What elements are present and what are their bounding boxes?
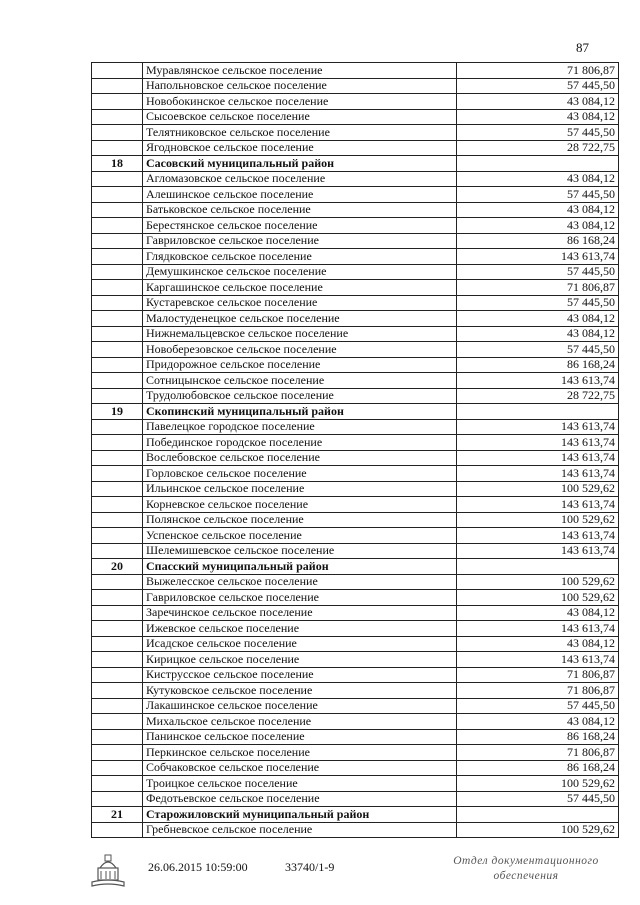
row-number-cell (92, 667, 143, 683)
row-value-cell: 43 084,12 (457, 636, 619, 652)
row-value-cell: 57 445,50 (457, 295, 619, 311)
row-name-cell: Спасский муниципальный район (143, 559, 457, 575)
row-number-cell (92, 590, 143, 606)
row-name-cell: Ижевское сельское поселение (143, 621, 457, 637)
row-number-cell (92, 171, 143, 187)
row-value-cell: 100 529,62 (457, 574, 619, 590)
row-value-cell: 57 445,50 (457, 791, 619, 807)
row-value-cell: 57 445,50 (457, 125, 619, 141)
table-row (92, 140, 619, 156)
table-row (92, 667, 619, 683)
row-number-cell (92, 187, 143, 203)
row-number-cell (92, 497, 143, 513)
row-value-cell: 57 445,50 (457, 698, 619, 714)
row-number-cell (92, 280, 143, 296)
table-row (92, 574, 619, 590)
row-value-cell: 143 613,74 (457, 249, 619, 265)
row-number-cell (92, 295, 143, 311)
table-row (92, 543, 619, 559)
row-number-cell (92, 652, 143, 668)
table-row (92, 171, 619, 187)
row-value-cell: 43 084,12 (457, 326, 619, 342)
row-number-cell (92, 729, 143, 745)
table-row (92, 698, 619, 714)
row-name-cell: Муравлянское сельское поселение (143, 63, 457, 79)
page-number: 87 (576, 40, 589, 55)
row-number-cell (92, 233, 143, 249)
footer-department-line1: Отдел документационного (453, 855, 599, 867)
table-row (92, 218, 619, 234)
row-number-cell (92, 745, 143, 761)
row-number-cell (92, 419, 143, 435)
table-row (92, 683, 619, 699)
row-number-cell (92, 574, 143, 590)
row-name-cell: Напольновское сельское поселение (143, 78, 457, 94)
row-value-cell: 43 084,12 (457, 311, 619, 327)
table-row (92, 435, 619, 451)
table-row (92, 745, 619, 761)
table-row (92, 342, 619, 358)
table-district-row (92, 404, 619, 420)
row-name-cell: Гавриловское сельское поселение (143, 233, 457, 249)
table-row (92, 187, 619, 203)
row-number-cell (92, 760, 143, 776)
row-value-cell: 143 613,74 (457, 450, 619, 466)
row-value-cell: 57 445,50 (457, 187, 619, 203)
row-number-cell (92, 621, 143, 637)
row-name-cell: Шелемишевское сельское поселение (143, 543, 457, 559)
row-number-cell (92, 466, 143, 482)
row-number-cell (92, 683, 143, 699)
row-name-cell: Нижнемальцевское сельское поселение (143, 326, 457, 342)
table-row (92, 280, 619, 296)
table-row (92, 621, 619, 637)
table-row (92, 760, 619, 776)
row-value-cell: 57 445,50 (457, 342, 619, 358)
table-row (92, 450, 619, 466)
row-value-cell: 43 084,12 (457, 218, 619, 234)
row-name-cell: Михальское сельское поселение (143, 714, 457, 730)
row-value-cell: 71 806,87 (457, 667, 619, 683)
row-name-cell: Агломазовское сельское поселение (143, 171, 457, 187)
row-name-cell: Федотьевское сельское поселение (143, 791, 457, 807)
row-value-cell: 100 529,62 (457, 481, 619, 497)
table-row (92, 326, 619, 342)
table-row (92, 776, 619, 792)
row-value-cell: 57 445,50 (457, 264, 619, 280)
row-name-cell: Берестянское сельское поселение (143, 218, 457, 234)
seal-icon (88, 852, 128, 890)
table-row (92, 822, 619, 838)
row-number-cell (92, 822, 143, 838)
row-name-cell: Кустаревское сельское поселение (143, 295, 457, 311)
table-row (92, 791, 619, 807)
row-name-cell: Собчаковское сельское поселение (143, 760, 457, 776)
row-number-cell: 19 (92, 404, 143, 420)
row-value-cell (457, 807, 619, 823)
row-number-cell (92, 63, 143, 79)
table-row (92, 497, 619, 513)
row-value-cell: 86 168,24 (457, 729, 619, 745)
row-name-cell: Перкинское сельское поселение (143, 745, 457, 761)
row-number-cell (92, 264, 143, 280)
table-row (92, 94, 619, 110)
row-value-cell: 71 806,87 (457, 63, 619, 79)
row-name-cell: Старожиловский муниципальный район (143, 807, 457, 823)
row-number-cell (92, 140, 143, 156)
row-number-cell (92, 543, 143, 559)
row-value-cell: 100 529,62 (457, 776, 619, 792)
table-row (92, 590, 619, 606)
row-name-cell: Ильинское сельское поселение (143, 481, 457, 497)
row-value-cell: 57 445,50 (457, 78, 619, 94)
row-number-cell (92, 528, 143, 544)
row-value-cell (457, 559, 619, 575)
row-name-cell: Малостуденецкое сельское поселение (143, 311, 457, 327)
row-name-cell: Ягодновское сельское поселение (143, 140, 457, 156)
row-number-cell: 18 (92, 156, 143, 172)
row-value-cell: 71 806,87 (457, 280, 619, 296)
table-row (92, 714, 619, 730)
row-value-cell (457, 404, 619, 420)
row-name-cell: Сотницынское сельское поселение (143, 373, 457, 389)
row-value-cell: 71 806,87 (457, 745, 619, 761)
table-row (92, 605, 619, 621)
row-value-cell: 86 168,24 (457, 233, 619, 249)
row-name-cell: Телятниковское сельское поселение (143, 125, 457, 141)
table-row (92, 636, 619, 652)
table-district-row (92, 807, 619, 823)
table-row (92, 652, 619, 668)
table-row (92, 466, 619, 482)
row-value-cell: 86 168,24 (457, 357, 619, 373)
row-number-cell (92, 373, 143, 389)
row-number-cell (92, 776, 143, 792)
row-name-cell: Кутуковское сельское поселение (143, 683, 457, 699)
table-row (92, 109, 619, 125)
row-number-cell (92, 435, 143, 451)
row-value-cell: 43 084,12 (457, 171, 619, 187)
row-value-cell: 100 529,62 (457, 590, 619, 606)
row-value-cell: 43 084,12 (457, 714, 619, 730)
row-value-cell: 143 613,74 (457, 373, 619, 389)
row-name-cell: Панинское сельское поселение (143, 729, 457, 745)
row-value-cell: 143 613,74 (457, 419, 619, 435)
row-number-cell (92, 714, 143, 730)
footer-department-stamp (451, 854, 601, 884)
table-row (92, 233, 619, 249)
row-name-cell: Новоберезовское сельское поселение (143, 342, 457, 358)
table-row (92, 249, 619, 265)
row-name-cell: Новобокинское сельское поселение (143, 94, 457, 110)
row-number-cell (92, 326, 143, 342)
row-name-cell: Исадское сельское поселение (143, 636, 457, 652)
row-number-cell (92, 202, 143, 218)
row-value-cell: 143 613,74 (457, 497, 619, 513)
footer-date: 26.06.2015 10:59:00 (148, 860, 248, 874)
row-value-cell: 43 084,12 (457, 109, 619, 125)
row-name-cell: Кирицкое сельское поселение (143, 652, 457, 668)
row-number-cell (92, 388, 143, 404)
row-name-cell: Полянское сельское поселение (143, 512, 457, 528)
row-number-cell (92, 109, 143, 125)
row-name-cell: Троицкое сельское поселение (143, 776, 457, 792)
table-row (92, 311, 619, 327)
row-number-cell (92, 218, 143, 234)
row-number-cell: 20 (92, 559, 143, 575)
row-value-cell: 28 722,75 (457, 388, 619, 404)
table-row (92, 481, 619, 497)
table-row (92, 528, 619, 544)
table-row (92, 373, 619, 389)
row-name-cell: Сасовский муниципальный район (143, 156, 457, 172)
row-name-cell: Побединское городское поселение (143, 435, 457, 451)
row-name-cell: Каргашинское сельское поселение (143, 280, 457, 296)
row-number-cell (92, 450, 143, 466)
row-number-cell (92, 342, 143, 358)
row-name-cell: Трудолюбовское сельское поселение (143, 388, 457, 404)
table-row (92, 202, 619, 218)
row-value-cell: 71 806,87 (457, 683, 619, 699)
row-number-cell: 21 (92, 807, 143, 823)
footer-department-line2: обеспечения (493, 870, 559, 882)
row-name-cell: Придорожное сельское поселение (143, 357, 457, 373)
footer-document-code: 33740/1-9 (285, 860, 335, 874)
row-name-cell: Глядковское сельское поселение (143, 249, 457, 265)
row-name-cell: Заречинское сельское поселение (143, 605, 457, 621)
row-value-cell: 143 613,74 (457, 466, 619, 482)
row-value-cell: 143 613,74 (457, 652, 619, 668)
row-number-cell (92, 249, 143, 265)
row-number-cell (92, 311, 143, 327)
row-name-cell: Скопинский муниципальный район (143, 404, 457, 420)
table-district-row (92, 559, 619, 575)
row-name-cell: Гавриловское сельское поселение (143, 590, 457, 606)
row-value-cell: 43 084,12 (457, 94, 619, 110)
row-number-cell (92, 512, 143, 528)
row-number-cell (92, 78, 143, 94)
table-row (92, 357, 619, 373)
row-value-cell: 143 613,74 (457, 528, 619, 544)
table-row (92, 295, 619, 311)
row-number-cell (92, 94, 143, 110)
row-value-cell (457, 156, 619, 172)
row-value-cell: 143 613,74 (457, 543, 619, 559)
row-value-cell: 28 722,75 (457, 140, 619, 156)
row-name-cell: Сысоевское сельское поселение (143, 109, 457, 125)
row-number-cell (92, 698, 143, 714)
row-number-cell (92, 791, 143, 807)
row-name-cell: Выжелесское сельское поселение (143, 574, 457, 590)
table-row (92, 125, 619, 141)
table-row (92, 512, 619, 528)
row-number-cell (92, 125, 143, 141)
table-row (92, 63, 619, 79)
row-name-cell: Алешинское сельское поселение (143, 187, 457, 203)
row-number-cell (92, 357, 143, 373)
row-name-cell: Павелецкое городское поселение (143, 419, 457, 435)
table-row (92, 729, 619, 745)
row-value-cell: 143 613,74 (457, 621, 619, 637)
table-row (92, 78, 619, 94)
table-row (92, 419, 619, 435)
row-number-cell (92, 481, 143, 497)
footer (88, 852, 628, 892)
row-name-cell: Демушкинское сельское поселение (143, 264, 457, 280)
row-number-cell (92, 636, 143, 652)
row-value-cell: 43 084,12 (457, 202, 619, 218)
row-value-cell: 143 613,74 (457, 435, 619, 451)
row-name-cell: Батьковское сельское поселение (143, 202, 457, 218)
row-name-cell: Горловское сельское поселение (143, 466, 457, 482)
table-district-row (92, 156, 619, 172)
row-name-cell: Гребневское сельское поселение (143, 822, 457, 838)
row-name-cell: Киструсское сельское поселение (143, 667, 457, 683)
row-value-cell: 43 084,12 (457, 605, 619, 621)
row-name-cell: Корневское сельское поселение (143, 497, 457, 513)
table-row (92, 264, 619, 280)
row-name-cell: Вослебовское сельское поселение (143, 450, 457, 466)
row-number-cell (92, 605, 143, 621)
row-value-cell: 100 529,62 (457, 512, 619, 528)
table-row (92, 388, 619, 404)
budget-table (91, 62, 619, 838)
row-name-cell: Успенское сельское поселение (143, 528, 457, 544)
row-value-cell: 100 529,62 (457, 822, 619, 838)
row-name-cell: Лакашинское сельское поселение (143, 698, 457, 714)
row-value-cell: 86 168,24 (457, 760, 619, 776)
